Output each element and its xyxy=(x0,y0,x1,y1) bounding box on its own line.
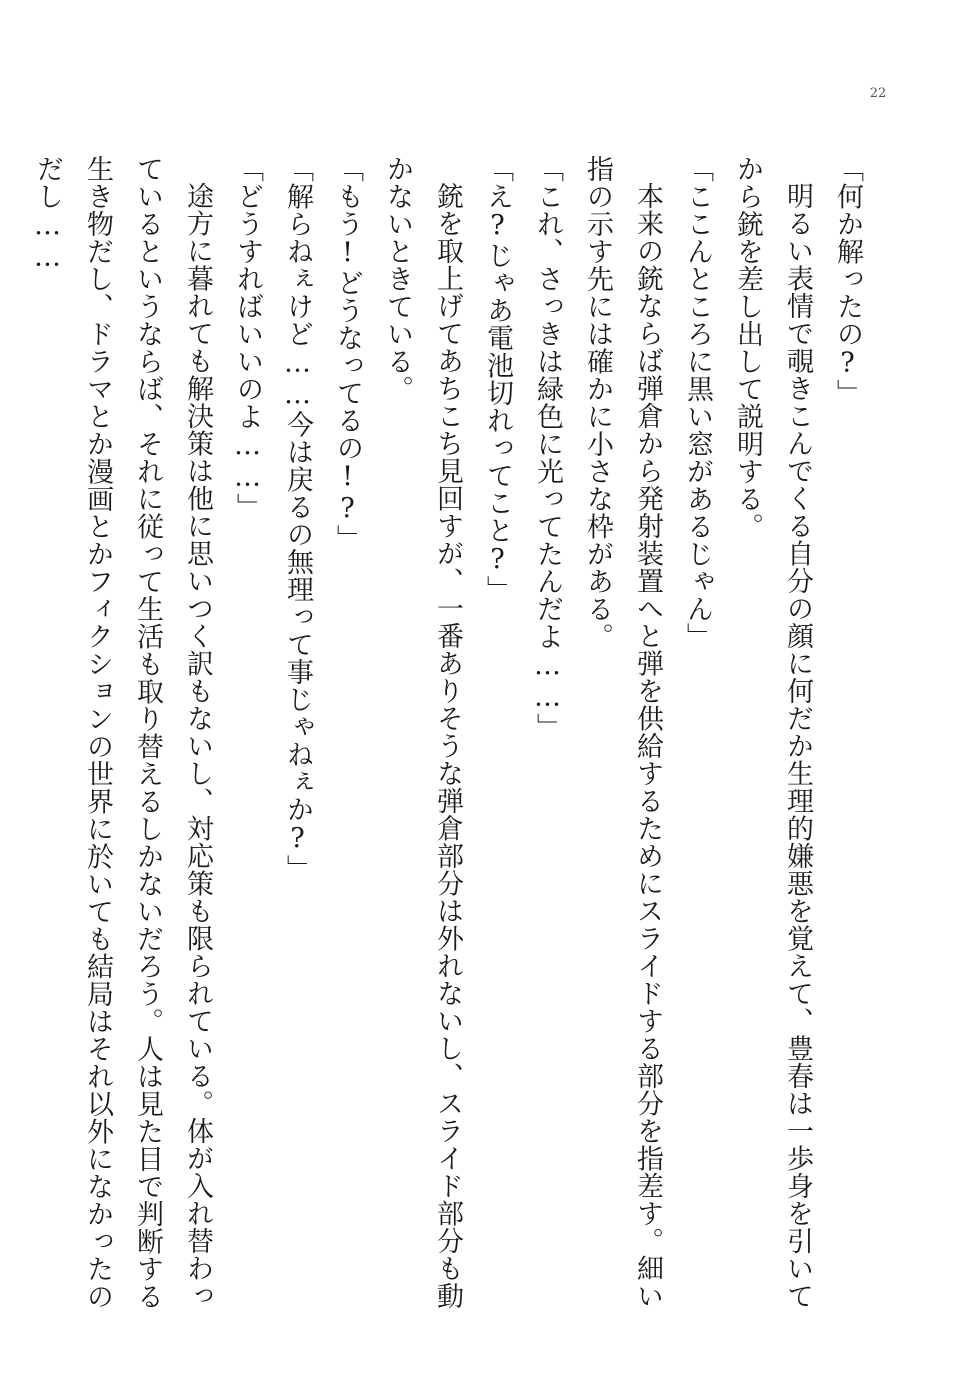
text-line: だし…… xyxy=(32,155,63,273)
text-line: 「どうすればいいのよ……」 xyxy=(232,155,263,521)
text-line: 「これ、さっきは緑色に光ってたんだよ……」 xyxy=(532,155,563,741)
vertical-text-body xyxy=(22,155,872,1310)
text-line: 銃を取上げてあちこち見回すが、一番ありそうな弾倉部分は外れないし、スライド部分も動 xyxy=(432,182,463,1310)
text-line: 指の示す先には確かに小さな枠がある。 xyxy=(582,155,613,650)
text-line: から銃を差し出して説明する。 xyxy=(732,155,763,540)
text-line: 本来の銃ならば弾倉から発射装置へと弾を供給するためにスライドする部分を指差す。細い xyxy=(632,182,663,1310)
text-line: 「ここんところに黒い窓があるじゃん」 xyxy=(682,155,713,650)
text-line: ているというならば、それに従って生活も取り替えるしかないだろう。人は見た目で判断する xyxy=(132,155,163,1310)
text-line: 「え?じゃあ電池切れってこと?」 xyxy=(482,155,513,603)
text-line: かないときている。 xyxy=(382,155,413,403)
page-number: 22 xyxy=(869,86,887,101)
text-line: 生き物だし、ドラマとか漫画とかフィクションの世界に於いても結局はそれ以外になかったの xyxy=(82,155,113,1310)
text-line: 「解らねぇけど……今は戻るの無理って事じゃねぇか?」 xyxy=(282,155,313,882)
text-line: 「何か解ったの?」 xyxy=(832,155,863,407)
text-line: 「もう!どうなってるの!?」 xyxy=(332,155,363,552)
text-line: 明るい表情で覗きこんでくる自分の顔に何だか生理的嫌悪を覚えて、豊春は一歩身を引いて xyxy=(782,182,813,1310)
text-line: 途方に暮れても解決策は他に思いつく訳もないし、対応策も限られている。体が入れ替わっ xyxy=(182,182,213,1310)
